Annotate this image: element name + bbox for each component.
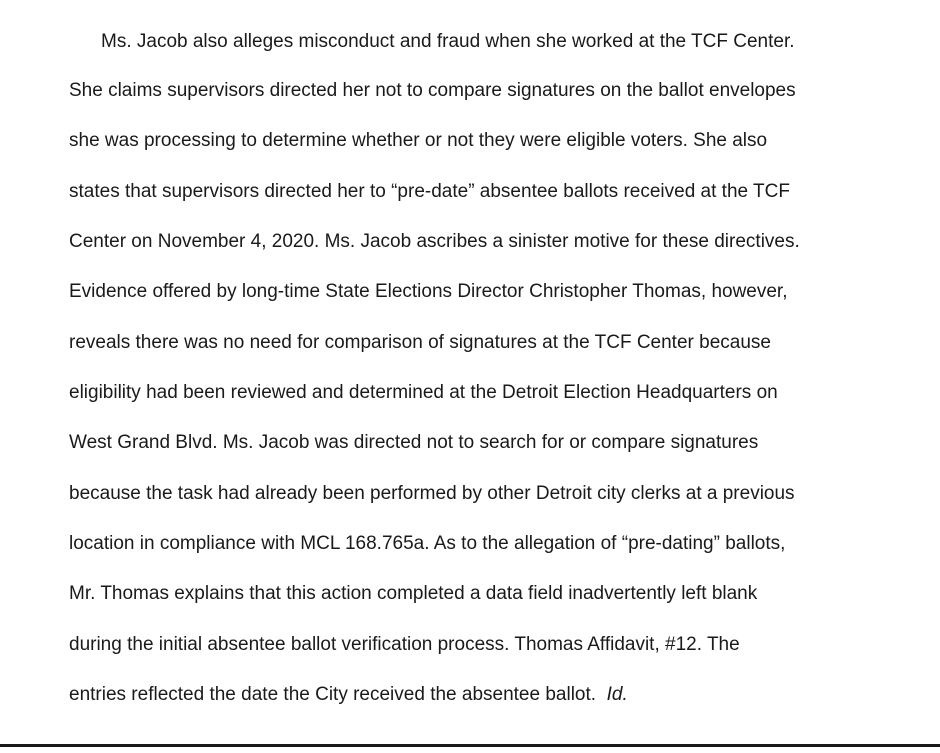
text-line-6: Evidence offered by long-time State Elections Director Christopher Thomas, however, xyxy=(69,281,788,302)
text-line-11: location in compliance with MCL 168.765a. As to the allegation of “pre-dating” ballots, xyxy=(69,533,786,554)
text-line-9: West Grand Blvd. Ms. Jacob was directed not to search for or compare signatures xyxy=(69,432,759,453)
text-line-3: she was processing to determine whether or not they were eligible voters. She also xyxy=(69,130,768,151)
text-line-12: Mr. Thomas explains that this action completed a data field inadvertently left blank xyxy=(69,583,758,604)
text-line-8: eligibility had been reviewed and determined at the Detroit Election Headquarters on xyxy=(69,382,778,403)
text-line-10: because the task had already been performed by other Detroit city clerks at a previous xyxy=(69,483,795,504)
text-line-1: Ms. Jacob also alleges misconduct and fraud when she worked at the TCF Center. xyxy=(101,31,795,52)
citation-id: Id. xyxy=(606,684,628,705)
text-line-7: reveals there was no need for comparison of signatures at the TCF Center because xyxy=(69,332,771,353)
bottom-rule xyxy=(0,744,940,747)
text-line-4: states that supervisors directed her to “pre-date” absentee ballots received at the TCF xyxy=(69,181,790,202)
text-line-2: She claims supervisors directed her not to compare signatures on the ballot envelopes xyxy=(69,80,796,101)
text-line-14 xyxy=(69,683,628,707)
text-line-13: during the initial absentee ballot verification process. Thomas Affidavit, #12. The xyxy=(69,634,740,655)
text-line-5: Center on November 4, 2020. Ms. Jacob ascribes a sinister motive for these directives. xyxy=(69,231,800,252)
last-line-text: entries reflected the date the City received the absentee ballot. xyxy=(69,684,597,705)
